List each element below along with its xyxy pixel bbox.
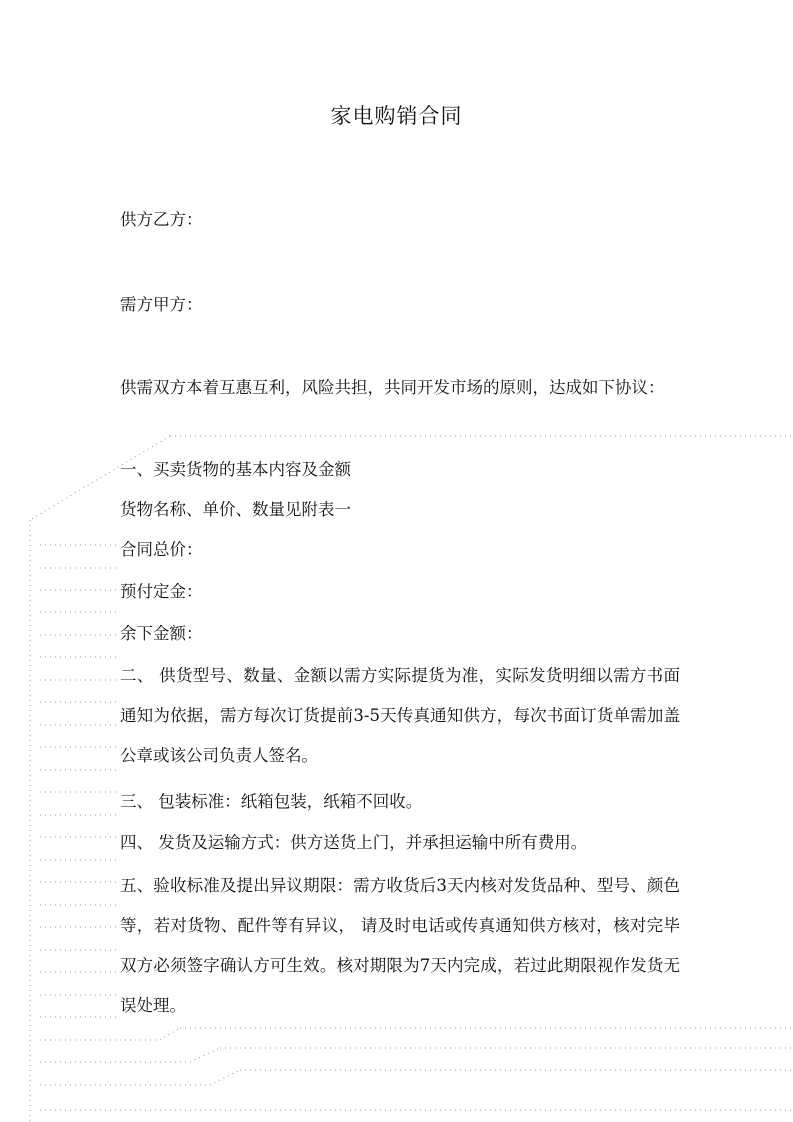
section-1-heading: 一、买卖货物的基本内容及金额 xyxy=(120,460,351,479)
supplier-label: 供方乙方： xyxy=(120,210,203,229)
deposit-label: 预付定金： xyxy=(120,582,203,601)
section-3-paragraph: 三、 包装标准：纸箱包装，纸箱不回收。 xyxy=(120,792,423,811)
section-5-paragraph: 五、验收标准及提出异议期限：需方收货后3天内核对发货品种、型号、颜色等，若对货物、配件等有异议， 请及时电话或传真通知供方核对，核对完毕双方必须签字确认方可生效。核对期限为7天内完成，若过此期限视作发货无误处理。 xyxy=(120,876,680,1015)
goods-note: 货物名称、单价、数量见附表一 xyxy=(120,500,351,519)
total-price-label: 合同总价： xyxy=(120,540,203,559)
intro-paragraph: 供需双方本着互惠互利，风险共担，共同开发市场的原则，达成如下协议： xyxy=(120,378,665,397)
buyer-label: 需方甲方： xyxy=(120,295,203,314)
balance-label: 余下金额： xyxy=(120,624,203,643)
contract-title: 家电购销合同 xyxy=(330,104,463,128)
section-2-paragraph: 二、 供货型号、数量、金额以需方实际提货为准，实际发货明细以需方书面通知为依据，需方每次订货提前3-5天传真通知供方，每次书面订货单需加盖公章或该公司负责人签名。 xyxy=(120,666,680,765)
section-4-paragraph: 四、 发货及运输方式：供方送货上门，并承担运输中所有费用。 xyxy=(120,833,588,852)
